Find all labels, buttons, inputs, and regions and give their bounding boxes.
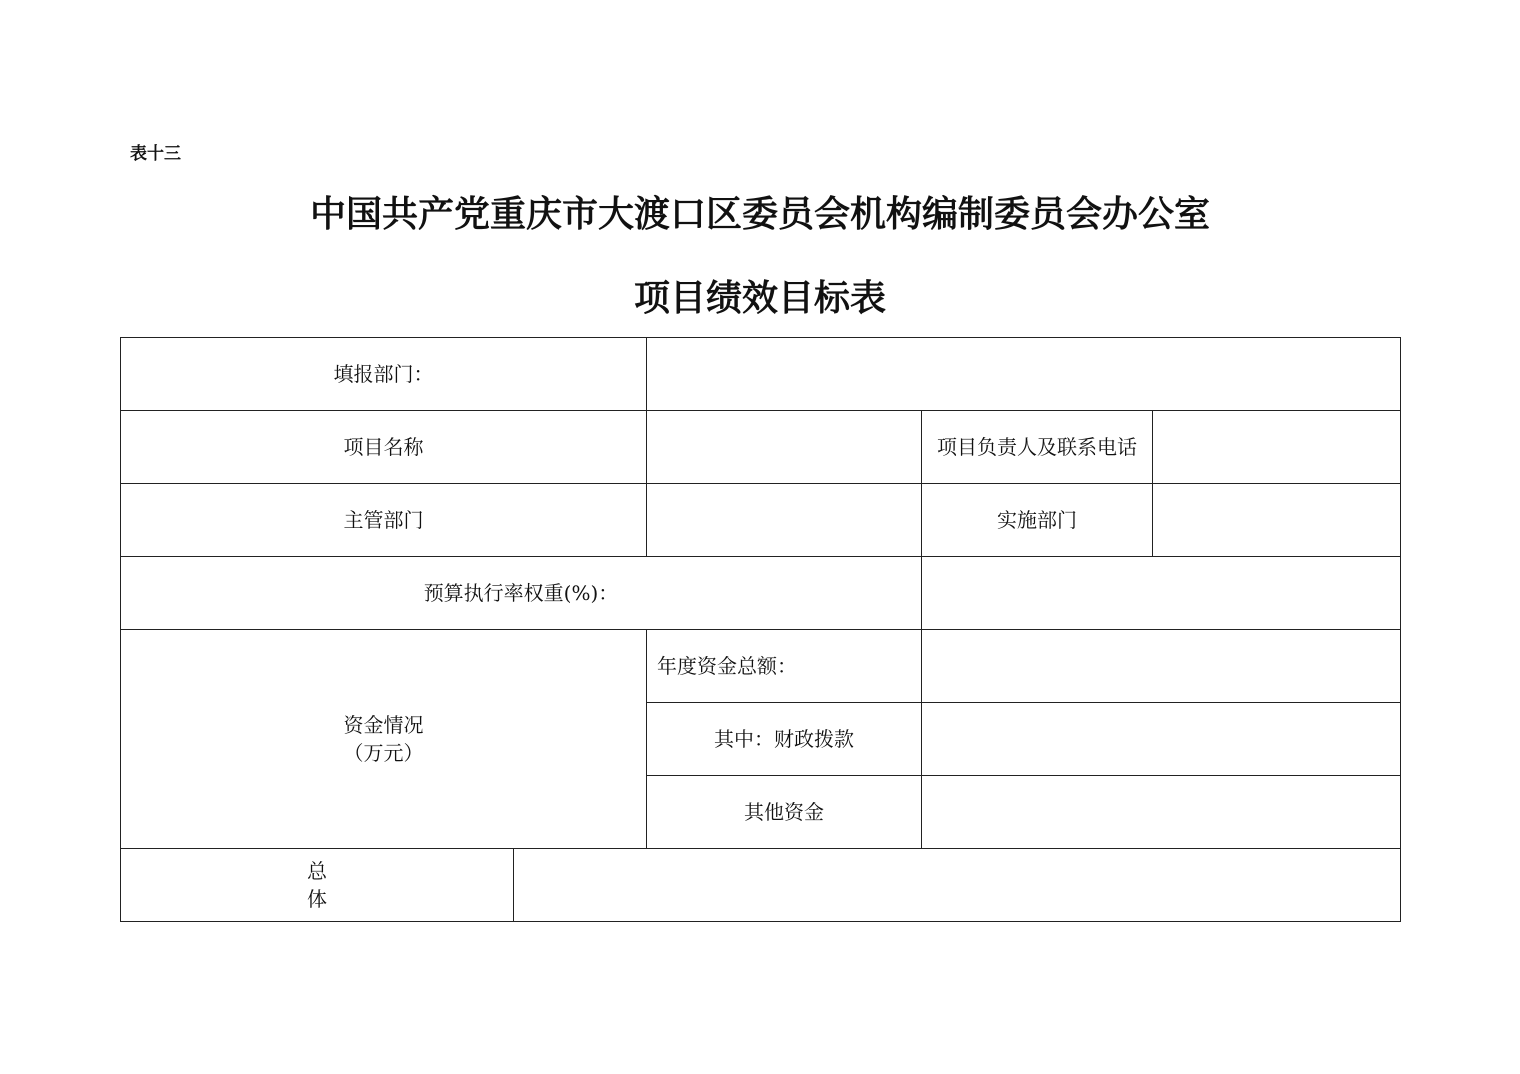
overall-label-char: 体 [307,887,327,911]
table-row [121,630,1401,703]
other-funds-field[interactable] [922,776,1401,849]
project-name-field[interactable] [647,411,922,484]
page-subtitle: 项目绩效目标表 [633,277,886,319]
overall-target-field[interactable] [514,849,1401,922]
table-row [121,849,1401,922]
table-row [121,411,1401,484]
fiscal-field[interactable] [922,703,1401,776]
project-leader-field[interactable] [1153,411,1401,484]
page-title: 中国共产党重庆市大渡口区委员会机构编制委员会办公室 [309,193,1210,235]
funds-label: 资金情况 [343,713,424,737]
competent-dept-label: 主管部门 [121,484,647,557]
implementing-dept-field[interactable] [1153,484,1401,557]
competent-dept-field[interactable] [647,484,922,557]
table-row [121,557,1401,630]
budget-rate-field[interactable] [922,557,1401,630]
project-leader-label: 项目负责人及联系电话 [922,411,1153,484]
table-row [121,484,1401,557]
budget-rate-label: 预算执行率权重(%)： [121,557,922,630]
implementing-dept-label: 实施部门 [922,484,1153,557]
annual-total-field[interactable] [922,630,1401,703]
reporting-dept-field[interactable] [647,338,1401,411]
funds-unit: （万元） [343,741,424,765]
table-row [121,338,1401,411]
annual-total-label: 年度资金总额： [647,630,922,703]
fiscal-label: 其中：财政拨款 [647,703,922,776]
performance-target-table [120,337,1401,922]
project-name-label: 项目名称 [121,411,647,484]
funds-label-cell [121,630,647,849]
other-funds-label: 其他资金 [647,776,922,849]
table-number: 表十三 [130,144,181,164]
overall-label-cell [121,849,514,922]
reporting-dept-label: 填报部门： [121,338,647,411]
overall-label-char: 总 [307,859,327,883]
